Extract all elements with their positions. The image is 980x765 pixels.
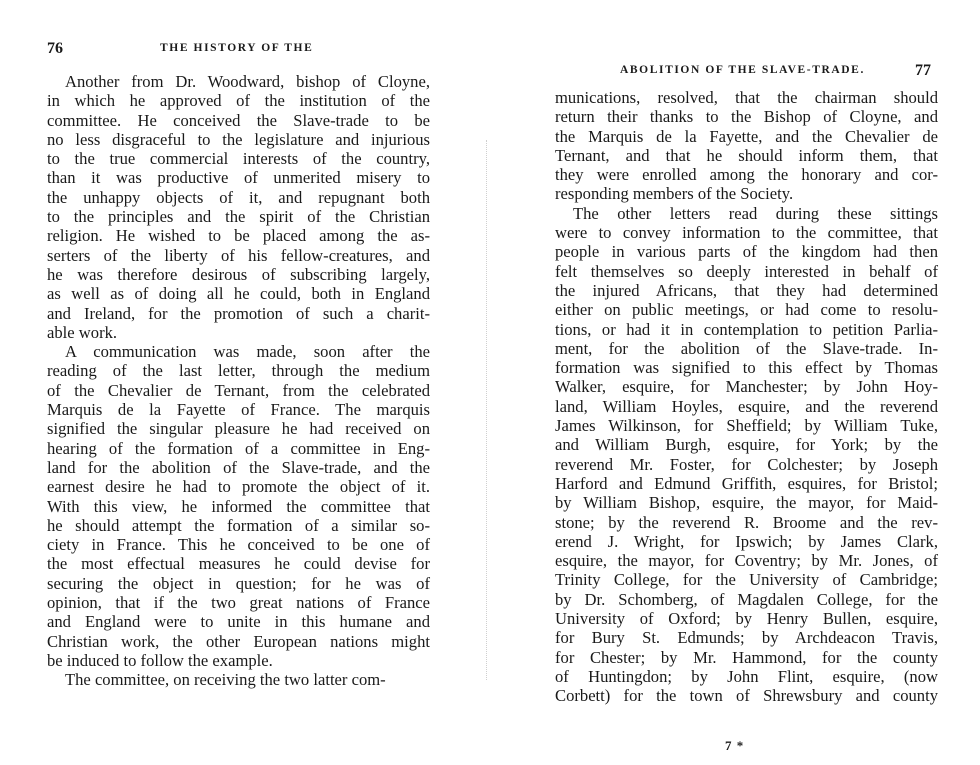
text-line: reading of the last letter, through the medium xyxy=(47,361,430,381)
text-line: serters of the liberty of his fellow-creatures, and xyxy=(47,245,430,265)
text-line: return their thanks to the Bishop of Cloyne, and xyxy=(555,107,938,127)
text-line: esquire, the mayor, for Coventry; by Mr. Jones, of xyxy=(555,551,938,571)
text-line: the unhappy objects of it, and repugnant both xyxy=(47,187,430,207)
text-line: The committee, on receiving the two latter com- xyxy=(65,670,386,690)
text-line: were to convey information to the committee, that xyxy=(555,223,938,243)
text-line: responding members of the Society. xyxy=(555,184,794,204)
text-line: With this view, he informed the committee that xyxy=(47,496,430,516)
text-line: erend J. Wright, for Ipswich; by James Clark, xyxy=(555,531,938,551)
text-line: opinion, that if the two great nations of France xyxy=(47,593,430,613)
text-line: he was therefore desirous of subscribing largely, xyxy=(47,264,430,284)
page-gutter xyxy=(486,140,488,680)
text-line: and England were to unite in this humane and xyxy=(47,612,430,632)
text-line: land, William Hoyles, esquire, and the reverend xyxy=(555,396,938,416)
text-line: by Dr. Schomberg, of Magdalen College, for the xyxy=(555,589,938,609)
text-line: Ternant, and that he should inform them, that xyxy=(555,145,938,165)
text-line: and William Burgh, esquire, for York; by the xyxy=(555,435,938,455)
right-running-head: ABOLITION OF THE SLAVE-TRADE. xyxy=(620,64,865,76)
text-line: as well as of doing all he could, both in England xyxy=(47,284,430,304)
text-line: The other letters read during these sittings xyxy=(573,203,938,223)
text-line: Trinity College, for the University of Cambridge; xyxy=(555,570,938,590)
text-line: Another from Dr. Woodward, bishop of Cloyne, xyxy=(65,72,430,91)
signature-mark: 7 * xyxy=(725,738,745,753)
text-line: Christian work, the other European nations might xyxy=(47,631,430,651)
right-page-number: 77 xyxy=(915,62,931,79)
text-line: ciety in France. This he conceived to be one of xyxy=(47,535,430,555)
right-page xyxy=(490,0,980,765)
text-line: earnest desire he had to promote the object of it. xyxy=(47,477,430,497)
left-page-body xyxy=(47,72,430,690)
text-line: felt themselves so deeply interested in behalf of xyxy=(555,261,938,281)
text-line: stone; by the reverend R. Broome and the rev- xyxy=(555,512,938,532)
text-line: to the true commercial interests of the country, xyxy=(47,149,430,169)
text-line: committee. He conceived the Slave-trade to be xyxy=(47,110,430,130)
text-line: he should attempt the formation of a similar so- xyxy=(47,515,430,535)
text-line: A communication was made, soon after the xyxy=(65,342,430,362)
text-line: munications, resolved, that the chairman should xyxy=(555,88,938,107)
text-line: they were enrolled among the honorary and cor- xyxy=(555,165,938,185)
right-page-body xyxy=(555,88,938,706)
text-line: James Wilkinson, for Sheffield; by William Tuke, xyxy=(555,416,938,436)
text-line: the injured Africans, that they had determined xyxy=(555,280,938,300)
text-line: hearing of the formation of a committee in Eng- xyxy=(47,438,430,458)
text-line: formation was signified to this effect by Thomas xyxy=(555,358,938,378)
text-line: of Huntingdon; by John Flint, esquire, (now xyxy=(555,666,938,686)
text-line: of the Chevalier de Ternant, from the celebrated xyxy=(47,380,430,400)
text-line: no less disgraceful to the legislature and injurious xyxy=(47,129,430,149)
text-line: be induced to follow the example. xyxy=(47,650,273,670)
text-line: either on public meetings, or had come to resolu- xyxy=(555,300,938,320)
text-line: signified the singular pleasure he had received on xyxy=(47,419,430,439)
text-line: and Ireland, for the promotion of such a charit- xyxy=(47,303,430,323)
text-line: the Marquis de la Fayette, and the Chevalier de xyxy=(555,126,938,146)
text-line: ment, for the abolition of the Slave-trade. In- xyxy=(555,338,938,358)
text-line: tions, or had it in contemplation to petition Parlia- xyxy=(555,319,938,339)
text-line: Harford and Edmund Griffith, esquires, for Bristol; xyxy=(555,473,938,493)
text-line: to the principles and the spirit of the Christian xyxy=(47,207,430,227)
text-line: able work. xyxy=(47,322,118,342)
text-line: for Bury St. Edmunds; by Archdeacon Travis, xyxy=(555,628,938,648)
text-line: Corbett) for the town of Shrewsbury and county xyxy=(555,686,938,706)
text-line: securing the object in question; for he was of xyxy=(47,573,430,593)
left-page-number: 76 xyxy=(47,40,63,57)
text-line: than it was productive of unmerited misery to xyxy=(47,168,430,188)
text-line: by William Bishop, esquire, the mayor, for Maid- xyxy=(555,493,938,513)
left-running-head: THE HISTORY OF THE xyxy=(160,42,314,54)
text-line: reverend Mr. Foster, for Colchester; by Joseph xyxy=(555,454,938,474)
text-line: religion. He wished to be placed among the as- xyxy=(47,226,430,246)
text-line: people in various parts of the kingdom had then xyxy=(555,242,938,262)
text-line: Marquis de la Fayette of France. The marquis xyxy=(47,400,430,420)
text-line: University of Oxford; by Henry Bullen, esquire, xyxy=(555,609,938,629)
text-line: Walker, esquire, for Manchester; by John Hoy- xyxy=(555,377,938,397)
text-line: land for the abolition of the Slave-trade, and the xyxy=(47,457,430,477)
text-line: in which he approved of the institution of the xyxy=(47,91,430,111)
text-line: the most effectual measures he could devise for xyxy=(47,554,430,574)
text-line: for Chester; by Mr. Hammond, for the county xyxy=(555,647,938,667)
